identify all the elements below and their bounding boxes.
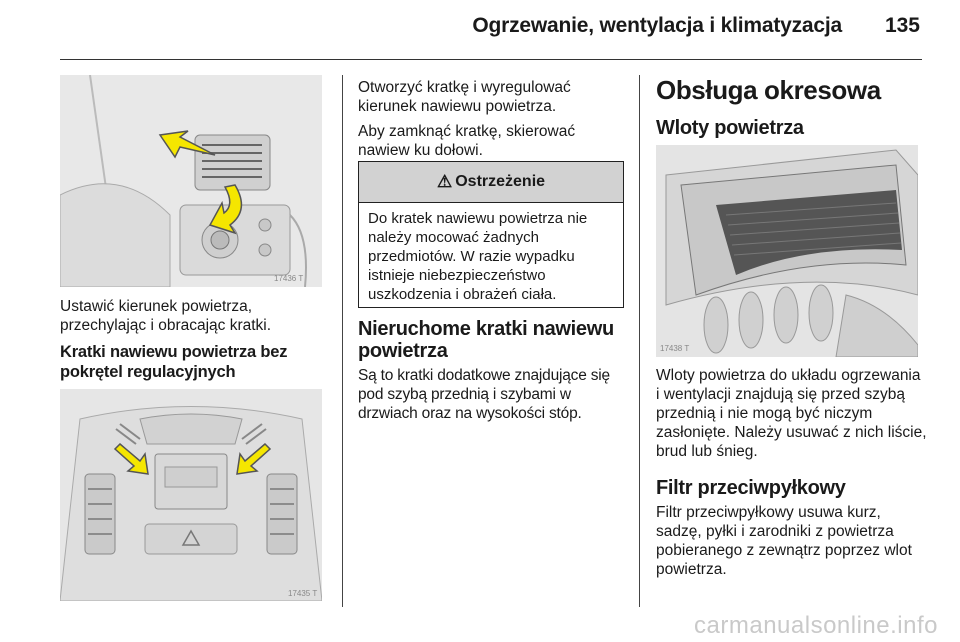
warning-box (358, 161, 624, 308)
column-divider-2 (639, 75, 640, 607)
close-vent-text: Aby zamknąć kratkę, skierować nawiew ku dołowi. (358, 123, 576, 159)
fixed-vents-text: Są to kratki dodatkowe znajdujące się pod szybą przednią i szybami w drzwiach oraz na wysokości stóp. (358, 367, 610, 422)
warning-text: Do kratek nawiewu powietrza nie należy mocować żadnych przedmiotów. W razie wypadku istnieje niebezpieczeństwo uszkodzenia i obrażeń ciała. (368, 210, 588, 303)
figure-code: 17435 T (288, 589, 318, 598)
section-heading-pollen-filter: Filtr przeciwpyłkowy (656, 477, 846, 499)
page-header-title: Ogrzewanie, wentylacja i klimatyzacja (472, 14, 842, 37)
section-heading-fixed-vents: Nieruchome kratki nawiewu powietrza (358, 318, 614, 362)
figure-code: 17436 T (274, 274, 304, 283)
warning-header (359, 162, 623, 203)
header-divider (60, 59, 922, 60)
warning-triangle-icon: ⚠ (436, 172, 453, 191)
section-title-maintenance: Obsługa okresowa (656, 75, 881, 105)
pollen-filter-text: Filtr przeciwpyłkowy usuwa kurz, sadzę, pyłki i zarodniki z powietrza pobieranego z zewnątrz poprzez wlot powietrza. (656, 504, 912, 578)
watermark-text: carmanualsonline.info (694, 612, 938, 639)
section-heading-air-inlets: Wloty powietrza (656, 117, 804, 139)
air-inlets-text: Wloty powietrza do układu ogrzewania i wentylacji znajdują się przed szybą przednią i nie mogą być niczym zasłonięte. Należy usuwać z nich liście, brud lub śnieg. (656, 367, 927, 460)
page-number: 135 (884, 14, 920, 37)
open-vent-text: Otworzyć kratkę i wyregulować kierunek nawiewu powietrza. (358, 79, 571, 115)
figure-code: 17438 T (660, 344, 690, 353)
section-heading-vents-no-knobs: Kratki nawiewu powietrza bez pokrętel regulacyjnych (60, 343, 288, 381)
air-vent-adjust-illustration (60, 75, 322, 287)
warning-title: Ostrzeżenie (455, 173, 546, 190)
dashboard-vents-illustration (60, 389, 322, 601)
air-inlet-illustration (656, 145, 918, 357)
column-divider-1 (342, 75, 343, 607)
vent-adjust-text: Ustawić kierunek powietrza, przechylając i obracając kratki. (60, 298, 272, 334)
